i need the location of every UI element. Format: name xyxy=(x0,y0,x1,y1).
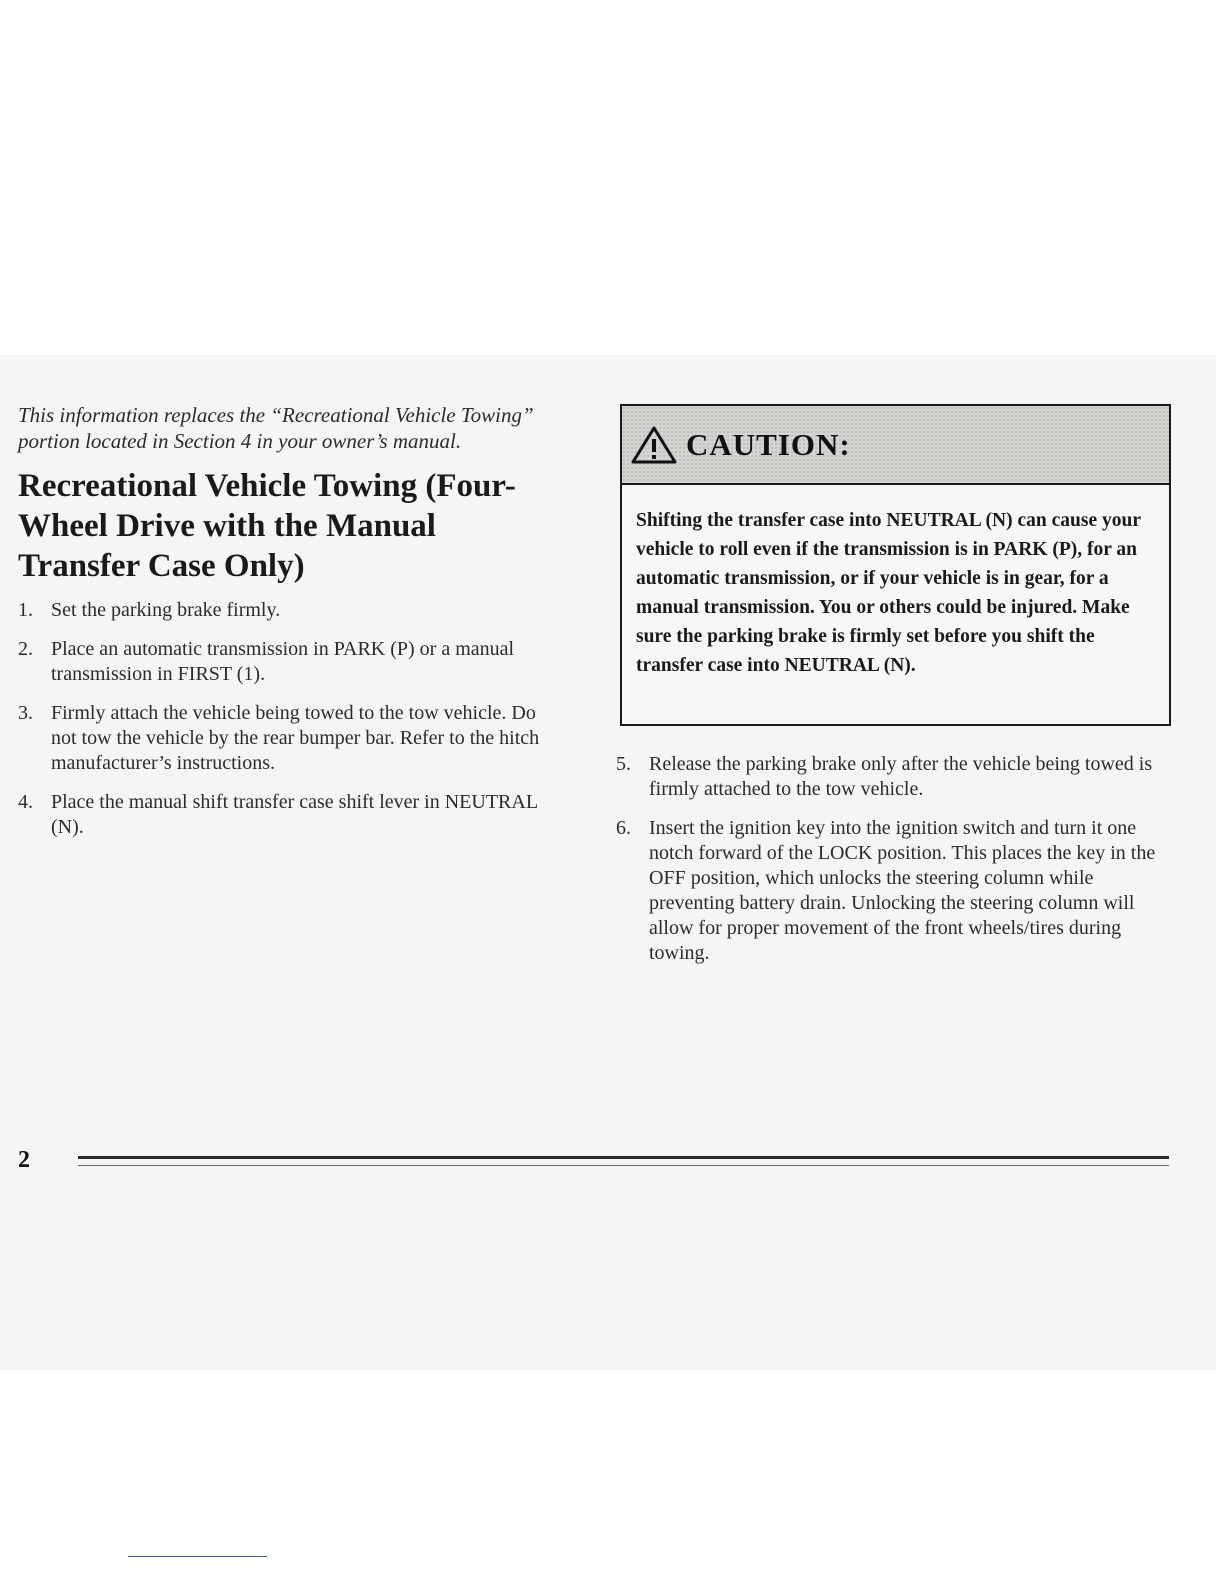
page-number: 2 xyxy=(18,1147,30,1173)
step-number: 6. xyxy=(616,817,631,839)
caution-body: Shifting the transfer case into NEUTRAL (N) can cause your vehicle to roll even if the transmission is in PARK (P), for an automatic transmission, or if your vehicle is in gear, for a manual transmission. You or others could be injured. Make sure the parking brake is firmly set before you shift the transfer case into NEUTRAL (N). xyxy=(636,510,1141,676)
step-item xyxy=(18,637,558,687)
step-text: Set the parking brake firmly. xyxy=(51,599,281,621)
step-text: Place an automatic transmission in PARK (P) or a manual transmission in FIRST (1). xyxy=(51,638,515,685)
caution-box xyxy=(620,404,1171,726)
step-number: 2. xyxy=(18,638,33,660)
footer-rule-thin xyxy=(78,1165,1169,1166)
caution-header xyxy=(622,406,1169,485)
step-number: 5. xyxy=(616,753,631,775)
step-number: 4. xyxy=(18,791,33,813)
section-title: Recreational Vehicle Towing (Four-Wheel Drive with the Manual Transfer Case Only) xyxy=(18,468,516,584)
step-number: 1. xyxy=(18,599,33,621)
step-item xyxy=(18,598,558,623)
caution-title: CAUTION: xyxy=(686,426,851,462)
steps-list-left xyxy=(18,598,558,840)
step-item xyxy=(18,790,558,840)
step-item xyxy=(18,701,558,776)
step-text: Release the parking brake only after the vehicle being towed is firmly attached to the tow vehicle. xyxy=(649,753,1153,800)
bottom-divider xyxy=(128,1556,267,1557)
steps-list-right xyxy=(616,752,1176,966)
right-column xyxy=(616,752,1176,980)
step-item xyxy=(616,816,1176,966)
left-column xyxy=(18,402,558,854)
footer-rule xyxy=(78,1156,1169,1159)
step-item xyxy=(616,752,1176,802)
intro-note: This information replaces the “Recreational Vehicle Towing” portion located in Section 4 in your owner’s manual. xyxy=(18,403,534,453)
warning-triangle-icon xyxy=(630,425,678,465)
step-number: 3. xyxy=(18,702,33,724)
step-text: Insert the ignition key into the ignition switch and turn it one notch forward of the LOCK position. This places the key in the OFF position, which unlocks the steering column while preventing battery drain. Unlocking the steering column will allow for proper movement of the front wheels/tires during towing. xyxy=(649,817,1156,964)
step-text: Firmly attach the vehicle being towed to the tow vehicle. Do not tow the vehicle by the rear bumper bar. Refer to the hitch manufacturer’s instructions. xyxy=(51,702,540,774)
step-text: Place the manual shift transfer case shift lever in NEUTRAL (N). xyxy=(51,791,538,838)
